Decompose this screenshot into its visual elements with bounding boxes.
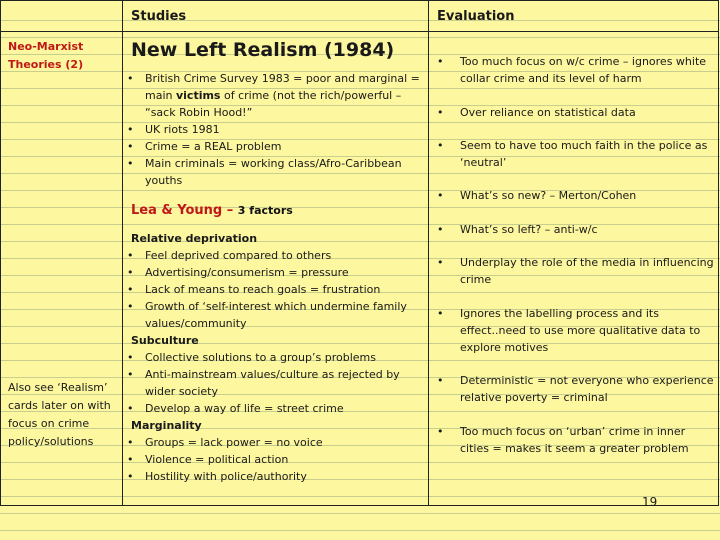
list-item: • British Crime Survey 1983 = poor and marginal = main victims of crime (not the rich/powerful – “sack Robin Hood!” <box>123 70 428 121</box>
left-column <box>0 31 122 505</box>
study-title: New Left Realism (1984) <box>131 39 395 61</box>
list-item: • Anti-mainstream values/culture as rejected by wider society <box>123 366 428 400</box>
list-item: • Collective solutions to a group’s problems <box>123 349 428 366</box>
section-heading: Marginality <box>131 419 202 432</box>
list-item: • Main criminals = working class/Afro-Caribbean youths <box>123 155 428 189</box>
list-item: • Violence = political action <box>123 451 428 468</box>
see-also-note: Also see ‘Realism’ cards later on with focus on crime policy/solutions <box>8 381 111 448</box>
factor-sections <box>123 230 428 485</box>
list-item: • Crime = a REAL problem <box>123 138 428 155</box>
list-item: • Advertising/consumerism = pressure <box>123 264 428 281</box>
marginality-list <box>123 434 428 485</box>
list-item: • UK riots 1981 <box>123 121 428 138</box>
evaluation-column <box>428 31 718 505</box>
header-left-empty <box>0 0 122 31</box>
list-item: • Groups = lack power = no voice <box>123 434 428 451</box>
study-bullets <box>123 70 428 189</box>
list-item: • Lack of means to reach goals = frustration <box>123 281 428 298</box>
list-item: • Too much focus on ‘urban’ crime in inner cities = makes it seem a greater problem <box>429 423 714 457</box>
studies-column <box>122 31 428 505</box>
lea-young-heading: Lea & Young – 3 factors <box>131 203 293 218</box>
relative-deprivation-list <box>123 247 428 332</box>
list-item: • Develop a way of life = street crime <box>123 400 428 417</box>
section-heading: Relative deprivation <box>131 232 258 245</box>
list-item: • Deterministic = not everyone who experience relative poverty = criminal <box>429 372 714 406</box>
list-item: • Over reliance on statistical data <box>429 104 714 121</box>
header-studies: Studies <box>122 0 428 31</box>
list-item: • What’s so new? – Merton/Cohen <box>429 187 714 204</box>
list-item: • Too much focus on w/c crime – ignores white collar crime and its level of harm <box>429 53 714 87</box>
list-item: • Ignores the labelling process and its effect..need to use more qualitative data to explore motives <box>429 305 714 356</box>
list-item: • Feel deprived compared to others <box>123 247 428 264</box>
section-heading: Subculture <box>131 334 199 347</box>
list-item: • Hostility with police/authority <box>123 468 428 485</box>
list-item: • Seem to have too much faith in the police as ‘neutral’ <box>429 137 714 171</box>
topic-title: Neo-Marxist Theories (2) <box>8 40 84 71</box>
subculture-list <box>123 349 428 417</box>
page-number: 19 <box>642 495 658 509</box>
list-item: • Growth of ‘self-interest which undermine family values/community <box>123 298 428 332</box>
header-evaluation: Evaluation <box>428 0 718 31</box>
list-item: • Underplay the role of the media in influencing crime <box>429 254 714 288</box>
list-item: • What’s so left? – anti-w/c <box>429 221 714 238</box>
